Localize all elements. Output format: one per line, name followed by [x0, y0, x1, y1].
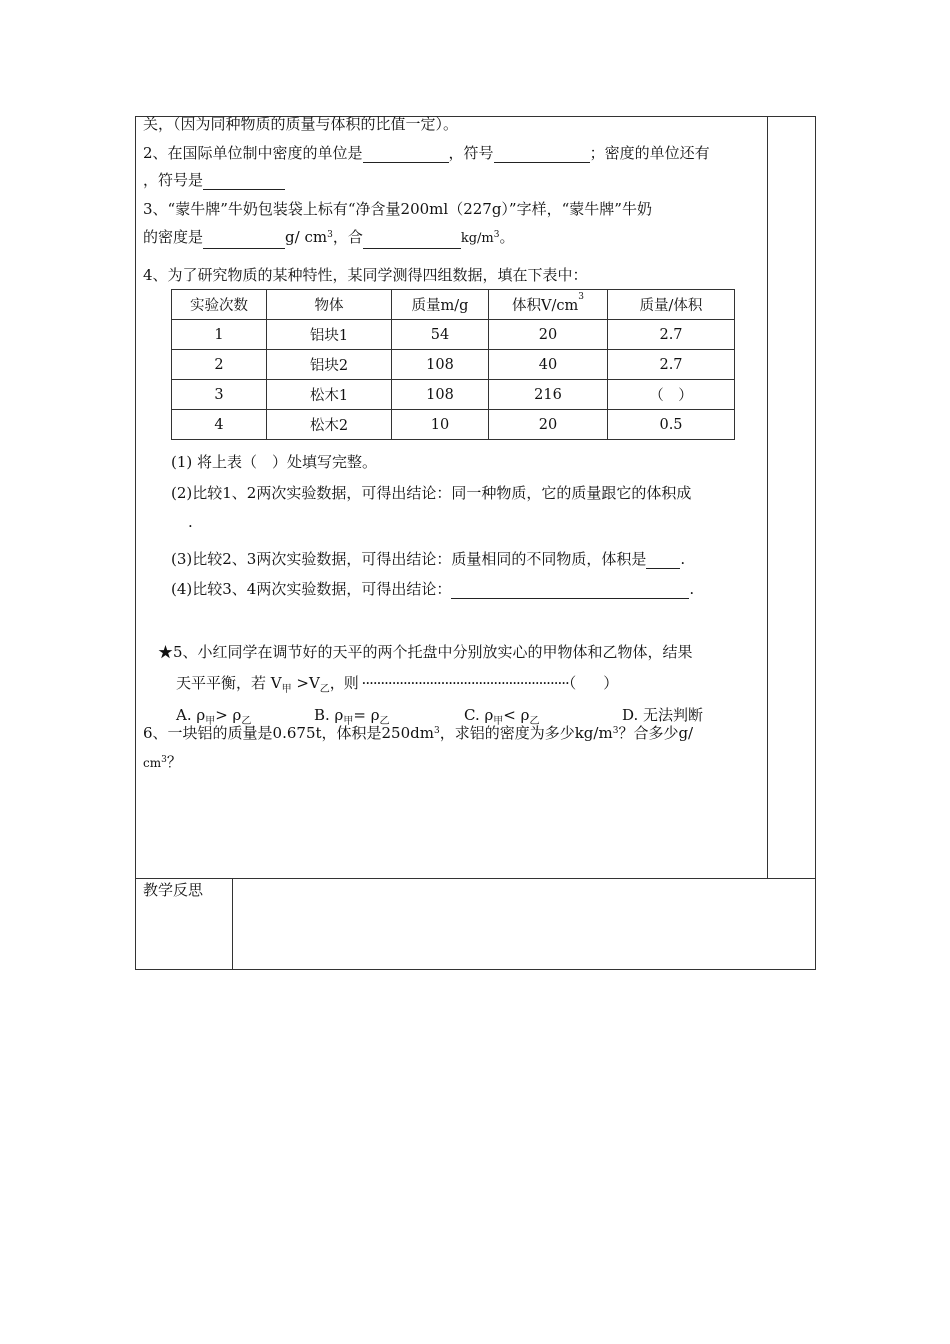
table-cell: 108 [392, 350, 489, 380]
q5-option-d[interactable]: D. 无法判断 [622, 706, 704, 724]
table-cell: 铝块2 [267, 350, 392, 380]
frame-bottom [135, 969, 815, 970]
table-cell: 54 [392, 320, 489, 350]
table-cell: 20 [489, 410, 608, 440]
q6-sup-d: 3 [161, 755, 167, 765]
table-cell: 4 [172, 410, 267, 440]
q4-sub3-blank[interactable] [646, 552, 680, 569]
q2-text-b: ，符号 [448, 144, 494, 162]
q4-data-table [171, 289, 735, 440]
table-row [172, 350, 735, 380]
q2-text-a: 2、在国际单位制中密度的单位是 [143, 144, 363, 162]
q5-option-c-label: C. ρ [464, 706, 494, 724]
table-cell: 40 [489, 350, 608, 380]
table-row [172, 320, 735, 350]
table-cell: 松木2 [267, 410, 392, 440]
table-header-volume: 体积V/cm [512, 298, 579, 314]
q3-line1: 3、“蒙牛牌”牛奶包装袋上标有“净含量200ml（227g）”字样，“蒙牛牌”牛奶 [143, 200, 652, 218]
q2-blank-unit[interactable] [363, 146, 449, 163]
table-cell: 216 [489, 380, 608, 410]
q6-line1 [143, 723, 693, 743]
q5-b3: ，则 ·······················································（ ） [329, 674, 618, 692]
q5-b2: >V [291, 674, 320, 692]
q4-sub4-dot: . [689, 580, 695, 598]
q5-option-c-sub2: 乙 [529, 716, 540, 727]
q3-text-e: kg/m [460, 231, 494, 246]
frame-inner-right [767, 116, 768, 878]
table-cell: 108 [392, 380, 489, 410]
frame-left [135, 116, 136, 970]
q1-tail: 关，（因为同种物质的质量与体积的比值一定）。 [143, 115, 459, 133]
table-header-cell: 质量m/g [392, 290, 489, 320]
q4-sub4 [171, 579, 694, 599]
reflection-label: 教学反思 [143, 881, 204, 899]
q5-option-c-sub1: 甲 [493, 716, 504, 727]
q4-intro: 4、为了研究物质的某种特性，某同学测得四组数据，填在下表中： [143, 266, 588, 284]
table-cell-answer-blank[interactable]: （ ） [608, 380, 735, 410]
q5-b2-sub: 乙 [319, 684, 330, 695]
reflection-area[interactable] [234, 880, 813, 968]
frame-reflection-divider [232, 878, 233, 970]
q2-blank-symbol2[interactable] [203, 173, 285, 190]
q5-line2 [176, 673, 617, 700]
table-cell: 1 [172, 320, 267, 350]
q3-line2 [143, 227, 514, 249]
q4-sub3-dot: . [680, 550, 686, 568]
q6-line2 [143, 752, 182, 773]
q3-text-b: 的密度是 [143, 228, 204, 246]
table-cell: 3 [172, 380, 267, 410]
q6-text-e: ？ [166, 753, 182, 771]
table-header-cell: 实验次数 [172, 290, 267, 320]
q5-option-b-sub2: 乙 [379, 716, 390, 727]
q4-sub3-text: (3)比较2、3两次实验数据，可得出结论：质量相同的不同物质，体积是 [171, 550, 647, 568]
table-header-sup: 3 [578, 292, 584, 302]
q6-sup-a: 3 [433, 726, 440, 736]
q2-text-d: ，符号是 [143, 171, 204, 189]
frame-mid [135, 878, 815, 879]
table-row [172, 380, 735, 410]
q6-sup-b: 3 [612, 726, 619, 736]
q2-line2 [143, 170, 285, 190]
q4-sub4-blank[interactable] [451, 582, 689, 599]
table-header-cell: 质量/体积 [608, 290, 735, 320]
table-cell: 2 [172, 350, 267, 380]
q3-blank-gcm3[interactable] [203, 232, 285, 249]
q6-text-d: cm [143, 756, 162, 770]
q5-option-a-sub2: 乙 [241, 716, 252, 727]
table-cell: 20 [489, 320, 608, 350]
table-header-cell: 物体 [267, 290, 392, 320]
q5-option-b-label: B. ρ [314, 706, 344, 724]
q4-sub4-text: (4)比较3、4两次实验数据，可得出结论： [171, 580, 452, 598]
table-cell: 铝块1 [267, 320, 392, 350]
q3-sup-e: 3 [493, 230, 500, 240]
table-header-row [172, 290, 735, 320]
q3-blank-kgm3[interactable] [363, 232, 461, 249]
q3-text-d: ，合 [332, 228, 363, 246]
q5-option-c-mid: < ρ [503, 706, 530, 724]
q5-option-b-sub1: 甲 [343, 716, 354, 727]
q2-text-c: ；密度的单位还有 [589, 144, 710, 162]
q5-option-a-mid: > ρ [215, 706, 242, 724]
table-header-cell [489, 290, 608, 320]
table-row [172, 410, 735, 440]
q2-blank-symbol[interactable] [494, 146, 590, 163]
q4-sub1: (1) 将上表（ ）处填写完整。 [171, 453, 378, 471]
table-cell: 松木1 [267, 380, 392, 410]
q5-line1: ★5、小红同学在调节好的天平的两个托盘中分别放实心的甲物体和乙物体，结果 [158, 643, 693, 661]
table-cell: 0.5 [608, 410, 735, 440]
table-cell: 10 [392, 410, 489, 440]
q3-sup-c: 3 [327, 230, 333, 240]
q5-b1-sub: 甲 [281, 684, 292, 695]
q6-text-b: ，求铝的密度为多少kg/m [439, 724, 613, 742]
q2-line1 [143, 143, 710, 163]
q4-sub3 [171, 549, 685, 569]
table-cell: 2.7 [608, 320, 735, 350]
q4-sub2-line2: . [188, 513, 193, 531]
q5-option-a-sub1: 甲 [205, 716, 216, 727]
q5-b1: 天平平衡，若 V [176, 674, 282, 692]
q5-option-a-label: A. ρ [176, 706, 206, 724]
q6-text-c: ？合多少g/ [618, 724, 694, 742]
q4-sub2-line1: (2)比较1、2两次实验数据，可得出结论：同一种物质，它的质量跟它的体积成 [171, 484, 692, 502]
q3-text-f: 。 [499, 228, 515, 246]
frame-right [815, 116, 816, 970]
table-cell: 2.7 [608, 350, 735, 380]
q5-option-b-mid: = ρ [353, 706, 380, 724]
q6-text-a: 6、一块铝的质量是0.675t，体积是250dm [143, 724, 434, 742]
q3-text-c: g/ cm [285, 228, 328, 246]
